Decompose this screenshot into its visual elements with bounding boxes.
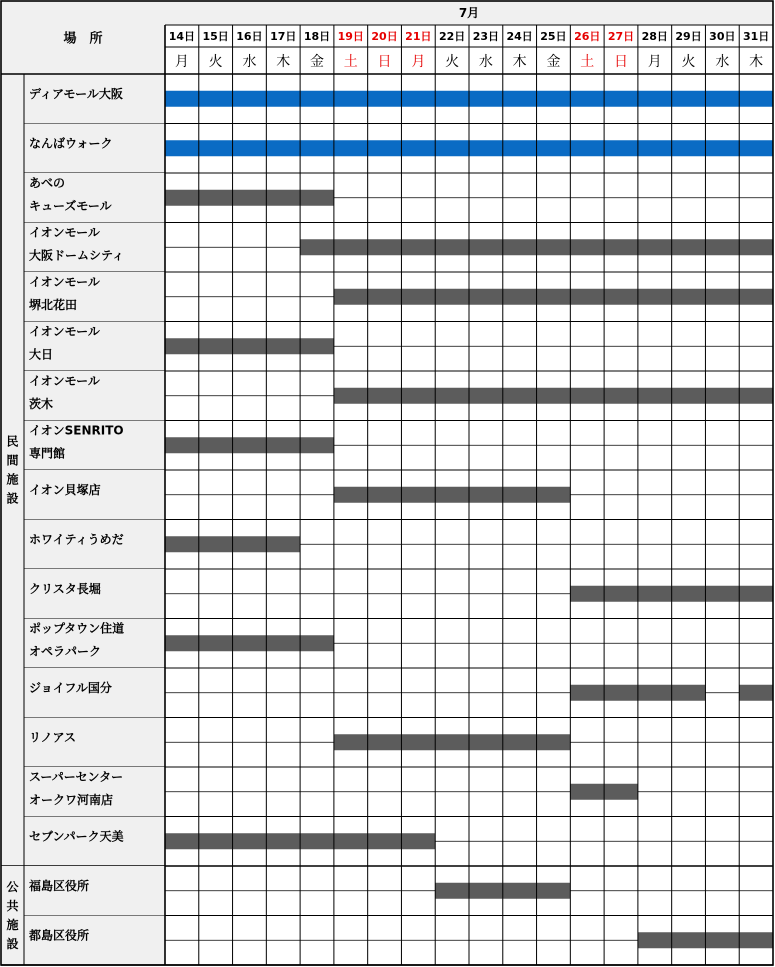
facility-name: 堺北花田	[29, 298, 78, 312]
facility-name: イオンSENRITO	[29, 423, 124, 438]
day-weekday-label: 火	[445, 54, 460, 70]
day-weekday-label: 水	[715, 54, 730, 70]
place-header-label: 場 所	[63, 31, 103, 47]
day-date-label: 31日	[742, 30, 770, 43]
schedule-bar	[334, 487, 570, 503]
day-date-label: 28日	[641, 30, 668, 43]
day-date-label: 14日	[168, 30, 196, 43]
facility-name: イオンモール	[29, 374, 100, 388]
day-weekday-label: 木	[512, 54, 527, 70]
facility-name: オペラパーク	[29, 644, 102, 659]
day-date-label: 30日	[709, 30, 736, 43]
day-weekday-label: 火	[208, 54, 223, 70]
day-date-label: 22日	[438, 30, 466, 43]
month-label: 7月	[458, 6, 480, 20]
facility-name: イオンモール	[29, 324, 100, 339]
day-weekday-label: 土	[343, 54, 358, 70]
day-weekday-label: 日	[614, 54, 628, 70]
schedule-bar	[165, 338, 334, 354]
facility-name: スーパーセンター	[29, 770, 124, 784]
day-date-label: 15日	[202, 30, 229, 43]
facility-name: あべの	[29, 176, 66, 190]
facility-name: ジョイフル国分	[29, 681, 112, 695]
facility-name: 茨木	[29, 397, 54, 411]
day-weekday-label: 月	[411, 54, 426, 70]
day-weekday-label: 水	[478, 54, 493, 70]
day-weekday-label: 水	[242, 54, 257, 70]
facility-name: イオンモール	[29, 275, 100, 289]
day-date-label: 20日	[371, 30, 398, 43]
day-weekday-label: 火	[681, 54, 696, 70]
day-date-label: 26日	[574, 30, 601, 43]
facility-name: 福島区役所	[29, 879, 90, 893]
day-date-label: 16日	[236, 30, 263, 43]
facility-name: クリスタ長堀	[29, 582, 101, 596]
day-date-label: 25日	[540, 30, 567, 43]
schedule-bar	[334, 289, 773, 305]
day-date-label: 19日	[337, 30, 364, 43]
day-weekday-label: 土	[580, 54, 595, 70]
facility-name: オークワ河南店	[29, 793, 114, 807]
facility-name: 都島区役所	[29, 928, 90, 943]
day-weekday-label: 木	[276, 54, 291, 70]
schedule-bar	[334, 734, 570, 750]
day-date-label: 17日	[270, 30, 297, 43]
facility-name: 大日	[29, 347, 54, 362]
day-weekday-label: 金	[546, 54, 561, 70]
day-date-label: 23日	[472, 30, 500, 43]
facility-name: 大阪ドームシティ	[29, 248, 125, 263]
day-date-label: 21日	[405, 30, 432, 43]
facility-name: イオンモール	[29, 225, 100, 240]
facility-name: キューズモール	[29, 199, 112, 213]
facility-name: イオン貝塚店	[29, 483, 101, 497]
day-weekday-label: 月	[174, 54, 189, 70]
schedule-bar	[165, 190, 334, 206]
day-date-label: 18日	[303, 30, 331, 43]
day-weekday-label: 月	[647, 54, 662, 70]
day-date-label: 24日	[506, 30, 533, 43]
facility-name: ホワイティうめだ	[29, 532, 124, 547]
group-cell	[1, 74, 24, 866]
schedule-bar	[334, 388, 773, 404]
day-date-label: 27日	[607, 30, 635, 43]
facility-name: 専門館	[29, 446, 66, 461]
day-weekday-label: 木	[749, 54, 764, 70]
group-label: 民間施設	[6, 434, 19, 506]
group-label: 公共施設	[6, 880, 19, 951]
day-date-label: 29日	[675, 30, 702, 43]
facility-name: セブンパーク天美	[29, 829, 124, 844]
facility-name: リノアス	[29, 730, 77, 745]
schedule-bar	[739, 685, 773, 701]
schedule-body	[1, 74, 773, 965]
facility-name: ポップタウン住道	[29, 621, 125, 636]
facility-name: ディアモール大阪	[29, 87, 123, 101]
schedule-bar	[165, 635, 334, 651]
facility-name: なんばウォーク	[29, 136, 113, 151]
day-weekday-label: 金	[310, 54, 324, 70]
day-weekday-label: 日	[377, 54, 392, 70]
schedule-bar	[165, 437, 334, 453]
